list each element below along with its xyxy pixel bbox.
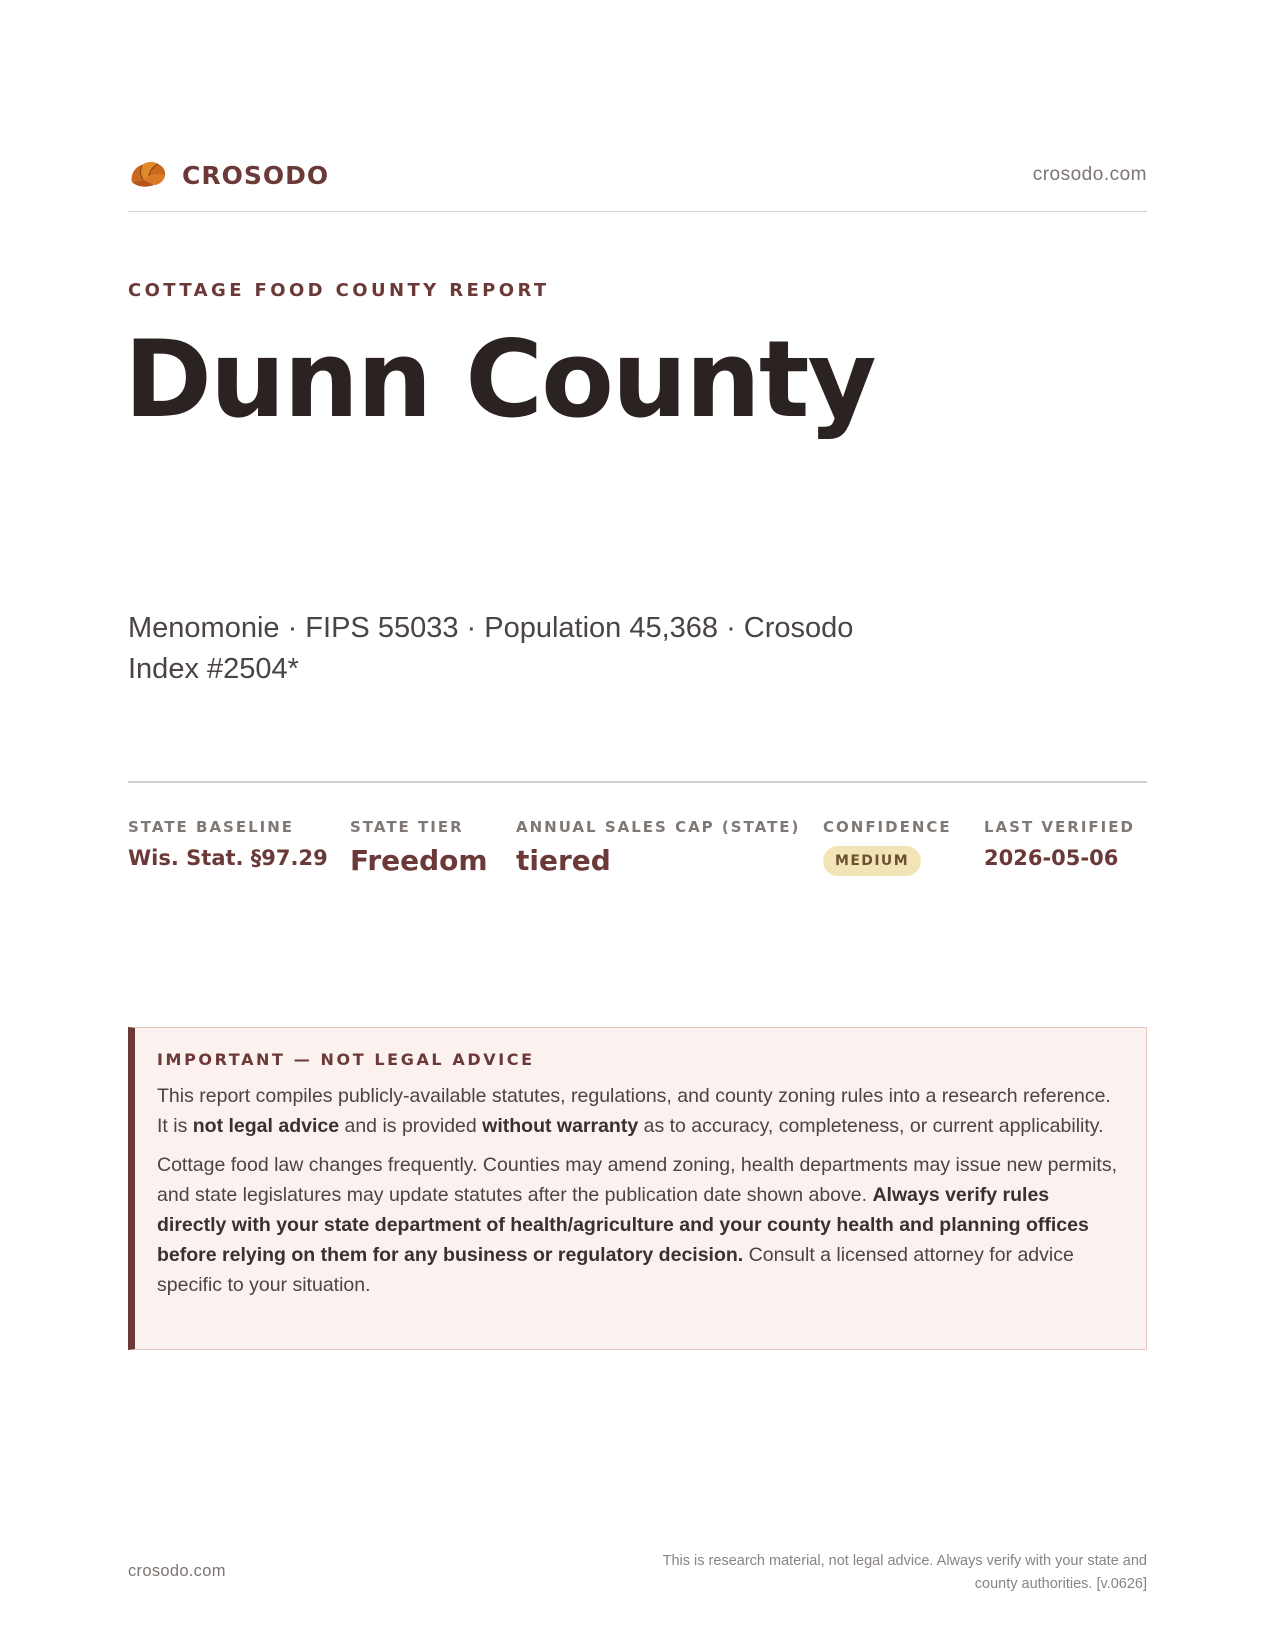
county-meta: Menomonie · FIPS 55033 · Population 45,368 · Crosodo Index #2504*: [128, 612, 854, 685]
stat-confidence: [823, 818, 952, 876]
stat-label: STATE TIER: [350, 818, 464, 836]
report-eyebrow: COTTAGE FOOD COUNTY REPORT: [128, 280, 550, 301]
notice-title: IMPORTANT — NOT LEGAL ADVICE: [157, 1050, 535, 1069]
header: [128, 158, 1147, 212]
stat-value: tiered: [516, 844, 611, 877]
county-title: Dunn County: [124, 318, 875, 441]
stat-value: 2026-05-06: [984, 846, 1119, 870]
stat-value: Wis. Stat. §97.29: [128, 846, 328, 870]
divider: [128, 781, 1147, 783]
notice-text: Consult a licensed attorney for advice specific to your situation.: [157, 1244, 1074, 1296]
stat-state-baseline: [128, 818, 328, 870]
legal-notice: [128, 1027, 1147, 1350]
stat-last-verified: [984, 818, 1135, 870]
brand: [128, 158, 329, 192]
notice-text: as to accuracy, completeness, or current applicability.: [638, 1115, 1104, 1137]
notice-bold: without warranty: [482, 1115, 639, 1137]
notice-bold: Always verify rules directly with your state department of health/agriculture and your county health and planning offices before relying on them for any business or regulatory decision.: [157, 1184, 1089, 1266]
croissant-icon: [128, 156, 168, 192]
brand-url[interactable]: crosodo.com: [1032, 164, 1147, 185]
notice-text: This report compiles publicly-available statutes, regulations, and county zoning rules into a research reference. It is: [157, 1085, 1111, 1137]
confidence-badge: MEDIUM: [823, 846, 921, 876]
stat-label: LAST VERIFIED: [984, 818, 1135, 836]
notice-paragraph: [157, 1150, 1120, 1300]
notice-bold: not legal advice: [192, 1115, 340, 1137]
notice-text: Cottage food law changes frequently. Counties may amend zoning, health departments may issue new permits, and state legislatures may update statutes after the publication date shown above.: [157, 1154, 1117, 1206]
brand-name: CROSODO: [182, 160, 330, 190]
stat-sales-cap: [516, 818, 800, 877]
stat-state-tier: [350, 818, 488, 877]
stat-value: Freedom: [350, 844, 488, 877]
stat-label: STATE BASELINE: [128, 818, 295, 836]
footer-url[interactable]: crosodo.com: [128, 1562, 226, 1580]
notice-text: and is provided: [339, 1115, 483, 1137]
notice-paragraph: [157, 1081, 1120, 1141]
stat-label: ANNUAL SALES CAP (STATE): [516, 818, 801, 836]
stat-label: CONFIDENCE: [823, 818, 952, 836]
footer-disclaimer: This is research material, not legal advice. Always verify with your state and county authorities. [v.0626]: [662, 1553, 1147, 1592]
